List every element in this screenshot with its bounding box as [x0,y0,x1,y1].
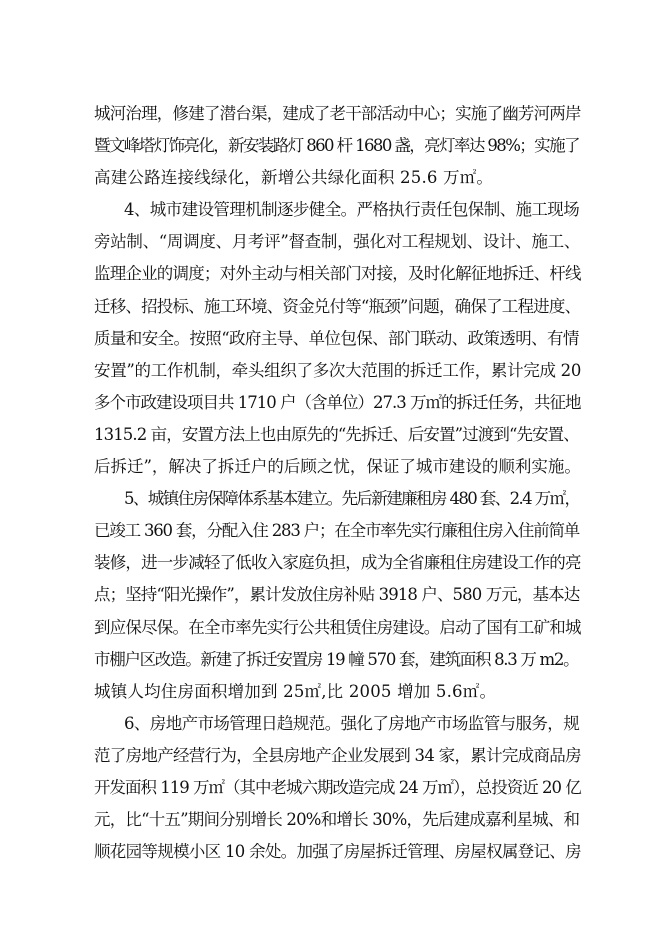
text-line: 4、城市建设管理机制逐步健全。严格执行责任包保制、施工现场 [124,200,580,220]
text-line: 高建公路连接线绿化，新增公共绿化面积 25.6 万㎡。 [94,168,494,188]
text-line: 范了房地产经营行为，全县房地产企业发展到 34 家，累计完成商品房 [94,745,581,765]
text-line: 安置”的工作机制，牵头组织了多次大范围的拆迁工作，累计完成 20 [94,360,582,380]
text-line: 城镇人均住房面积增加到 25㎡,比 2005 增加 5.6㎡。 [94,681,497,701]
text-line: 1315.2 亩，安置方法上也由原先的“先拆迁、后安置”过渡到“先安置、 [94,424,579,444]
text-line: 6、房地产市场管理日趋规范。强化了房地产市场监管与服务，规 [124,713,580,733]
text-line: 多个市政建设项目共 1710 户（含单位）27.3 万㎡的拆迁任务，共征地 [94,392,581,412]
text-line: 点；坚持“阳光操作”，累计发放住房补贴 3918 户、580 万元，基本达 [94,585,580,605]
text-line: 迁移、招投标、施工环境、资金兑付等“瓶颈”问题，确保了工程进度、 [94,296,581,316]
text-line: 旁站制、“周调度、月考评”督查制，强化对工程规划、设计、施工、 [94,232,581,252]
text-line: 已竣工 360 套，分配入住 283 户；在全市率先实行廉租住房入住前简单 [94,521,580,541]
text-line: 元，比“十五”期间分别增长 20%和增长 30%，先后建成嘉利星城、和 [94,810,580,830]
body-text [94,98,580,868]
text-line: 市棚户区改造。新建了拆迁安置房 19 幢 570 套，建筑面积 8.3 万 m2。 [94,649,579,669]
text-line: 5、城镇住房保障体系基本建立。先后新建廉租房 480 套、2.4 万㎡， [124,489,580,509]
text-line: 开发面积 119 万㎡（其中老城六期改造完成 24 万㎡），总投资近 20 亿 [94,777,581,797]
text-line: 城河治理，修建了潜台渠，建成了老干部活动中心；实施了幽芳河两岸 [94,104,581,123]
text-line: 暨文峰塔灯饰亮化，新安装路灯 860 杆 1680 盏，亮灯率达 98%；实施了 [94,136,579,156]
text-line: 到应保尽保。在全市率先实行公共租赁住房建设。启动了国有工矿和城 [94,617,581,637]
text-line: 顺花园等规模小区 10 余处。加强了房屋拆迁管理、房屋权属登记、房 [94,842,581,862]
text-line: 装修，进一步减轻了低收入家庭负担，成为全省廉租住房建设工作的亮 [94,553,581,573]
text-line: 监理企业的调度；对外主动与相关部门对接，及时化解征地拆迁、杆线 [94,264,581,284]
text-line: 质量和安全。按照“政府主导、单位包保、部门联动、政策透明、有情 [94,328,579,348]
text-line: 后拆迁”，解决了拆迁户的后顾之忧，保证了城市建设的顺利实施。 [94,457,581,477]
